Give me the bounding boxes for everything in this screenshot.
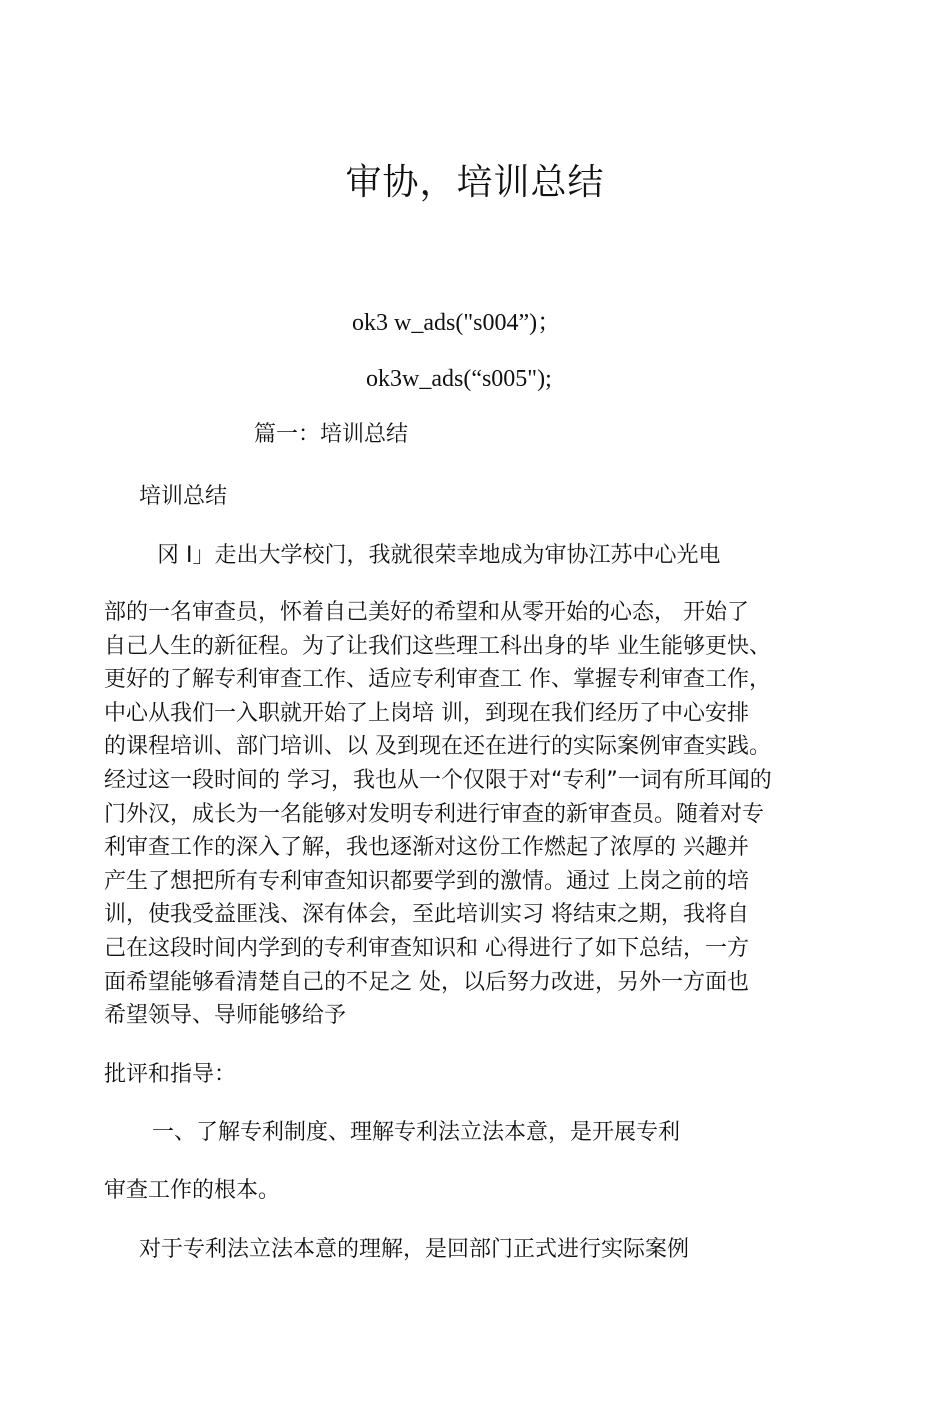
code-line-1: ok3 w_ads("s004”)；: [352, 310, 562, 336]
main-paragraph: [104, 596, 844, 1033]
chapter-heading: 篇一：培训总结: [254, 422, 409, 447]
paragraph-intro-line: 冈 I」走出大学校门，我就很荣幸地成为审协江苏中心光电: [157, 543, 721, 568]
paragraph-line: 门外汉，成长为一名能够对发明专利进行审查的新审查员。随着对专: [104, 801, 765, 827]
paragraph-line: 经过这一段时间的 学习，我也从一个仅限于对“专利”一词有所耳闻的: [104, 767, 772, 793]
paragraph-line: 利审查工作的深入了解，我也逐渐对这份工作燃起了浓厚的 兴趣并: [104, 835, 749, 861]
paragraph-line: 更好的了解专利审查工作、适应专利审查工 作、掌握专利审查工作，: [104, 667, 771, 693]
document-title: 审协，培训总结: [345, 162, 605, 203]
paragraph-line: 面希望能够看清楚自己的不足之 处，以后努力改进，另外一方面也: [104, 969, 749, 995]
section-one-heading-line-2: 审查工作的根本。: [104, 1178, 281, 1203]
paragraph-line: 的课程培训、部门培训、以 及到现在还在进行的实际案例审查实践。: [104, 734, 771, 760]
code-line-2: ok3w_ads(“s005");: [366, 366, 552, 392]
last-paragraph-line: 对于专利法立法本意的理解，是回部门正式进行实际案例: [139, 1237, 690, 1262]
paragraph-line: 己在这段时间内学到的专利审查知识和 心得进行了如下总结，一方: [104, 935, 749, 961]
paragraph-line: 产生了想把所有专利审查知识都要学到的激情。通过 上岗之前的培: [104, 868, 749, 894]
paragraph-line: 训，使我受益匪浅、深有体会，至此培训实习 将结束之期，我将自: [104, 902, 749, 928]
paragraph-line: 中心从我们一入职就开始了上岗培 训，到现在我们经历了中心安排: [104, 700, 749, 726]
paragraph-line: 希望领导、导师能够给予: [104, 1003, 347, 1029]
sub-heading: 培训总结: [139, 484, 228, 509]
paragraph-line: 部的一名审查员，怀着自己美好的希望和从零开始的心态， 开始了: [104, 600, 749, 625]
paragraph-line: 自己人生的新征程。为了让我们这些理工科出身的毕 业生能够更快、: [104, 633, 771, 659]
criticism-line: 批评和指导：: [104, 1062, 237, 1087]
section-one-heading-line-1: 一、了解专利制度、理解专利法立法本意，是开展专利: [152, 1120, 681, 1145]
